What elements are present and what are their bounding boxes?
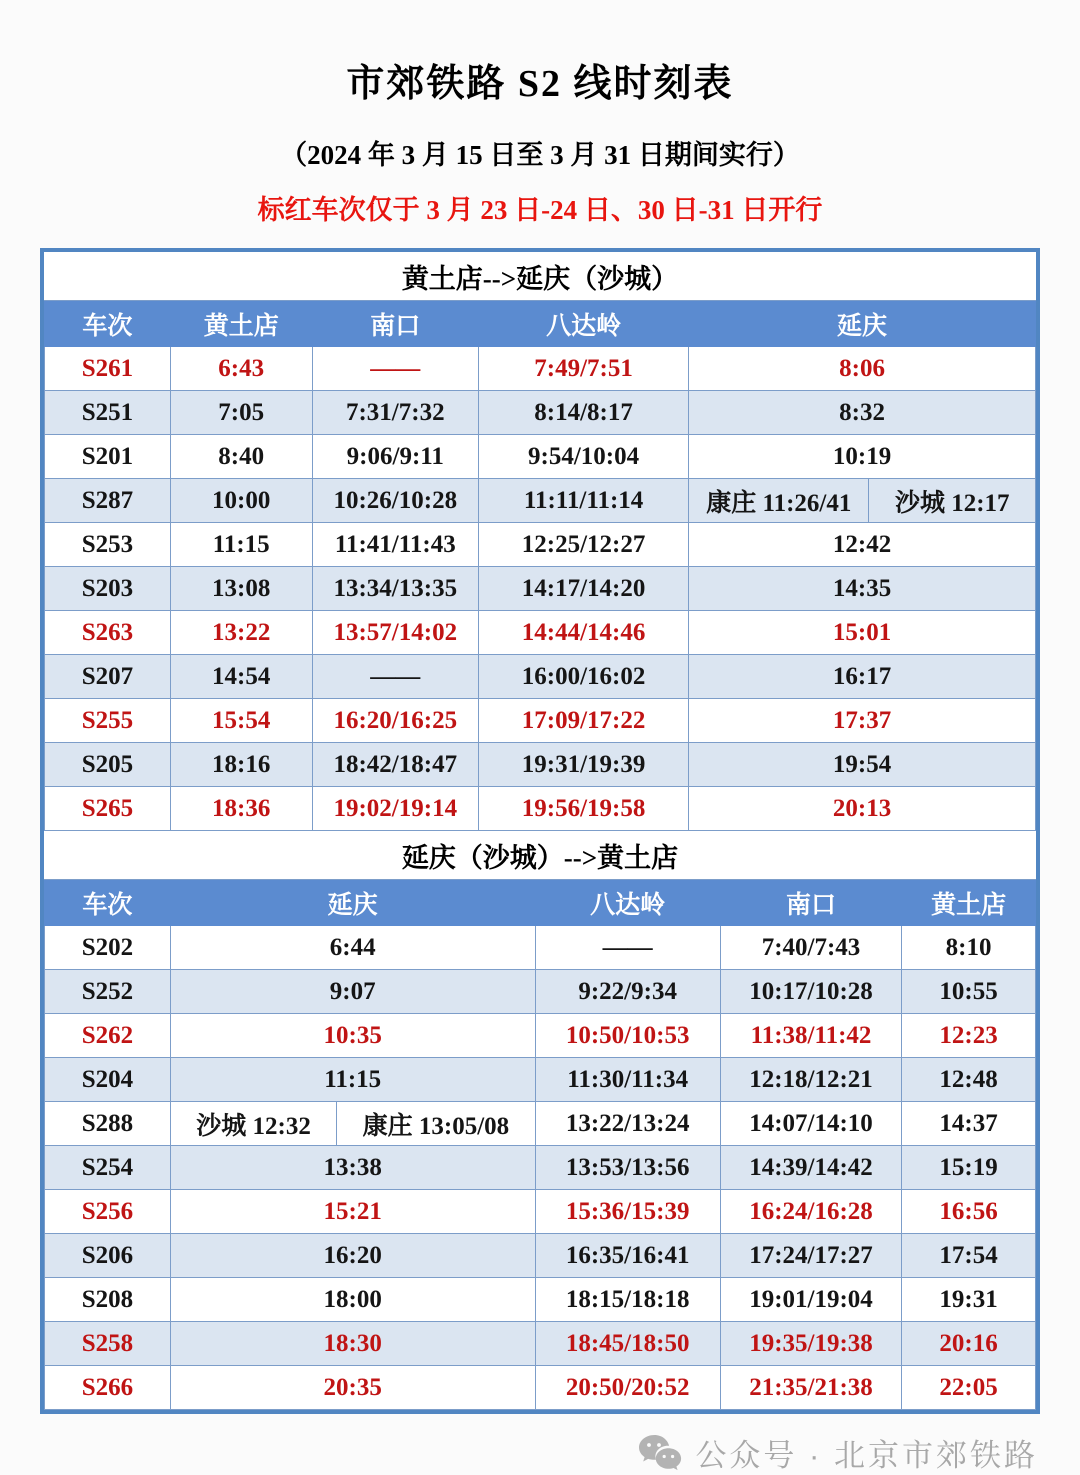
- timetable-row: [45, 743, 1036, 787]
- time-cell: 康庄 11:26/41: [689, 479, 869, 523]
- time-cell: 15:01: [689, 611, 1036, 655]
- time-cell: ——: [312, 655, 478, 699]
- time-cell: 15:19: [902, 1146, 1036, 1190]
- timetable-row: [45, 391, 1036, 435]
- column-header: 车次: [45, 301, 171, 347]
- time-cell: 7:49/7:51: [479, 347, 689, 391]
- train-number: S287: [45, 479, 171, 523]
- time-cell: 11:41/11:43: [312, 523, 478, 567]
- time-cell: 16:00/16:02: [479, 655, 689, 699]
- train-number: S255: [45, 699, 171, 743]
- time-cell: 21:35/21:38: [720, 1366, 901, 1410]
- time-cell: 7:31/7:32: [312, 391, 478, 435]
- footer-text: 公众号 · 北京市郊铁路: [695, 1438, 1038, 1473]
- time-cell: 13:53/13:56: [535, 1146, 720, 1190]
- time-cell: 16:35/16:41: [535, 1234, 720, 1278]
- time-cell: 13:08: [170, 567, 312, 611]
- time-cell: 8:14/8:17: [479, 391, 689, 435]
- time-cell: 17:37: [689, 699, 1036, 743]
- time-cell: 7:05: [170, 391, 312, 435]
- timetable-row: [45, 970, 1036, 1014]
- time-cell: 8:40: [170, 435, 312, 479]
- timetable-row: [45, 1278, 1036, 1322]
- time-cell: 18:36: [170, 787, 312, 831]
- train-number: S202: [45, 926, 171, 970]
- time-cell: 18:42/18:47: [312, 743, 478, 787]
- time-cell: 沙城 12:32: [170, 1102, 336, 1146]
- time-cell: 20:50/20:52: [535, 1366, 720, 1410]
- train-number: S262: [45, 1014, 171, 1058]
- time-cell: 14:44/14:46: [479, 611, 689, 655]
- time-cell: 10:35: [170, 1014, 535, 1058]
- time-cell: 13:22: [170, 611, 312, 655]
- column-header: 延庆: [170, 880, 535, 926]
- time-cell: 10:00: [170, 479, 312, 523]
- validity-subtitle: （2024 年 3 月 15 日至 3 月 31 日期间实行）: [280, 140, 800, 170]
- time-cell: 18:16: [170, 743, 312, 787]
- time-cell: 15:54: [170, 699, 312, 743]
- time-cell: 康庄 13:05/08: [337, 1102, 535, 1146]
- time-cell: 16:24/16:28: [720, 1190, 901, 1234]
- time-cell: 19:01/19:04: [720, 1278, 901, 1322]
- time-cell: 18:15/18:18: [535, 1278, 720, 1322]
- time-cell: 14:35: [689, 567, 1036, 611]
- time-cell: 18:30: [170, 1322, 535, 1366]
- time-cell: 13:34/13:35: [312, 567, 478, 611]
- timetable-row: [45, 787, 1036, 831]
- time-cell: 16:20: [170, 1234, 535, 1278]
- section-title: 黄土店-->延庆（沙城）: [45, 253, 1036, 301]
- section-title: 延庆（沙城）-->黄土店: [45, 832, 1036, 880]
- timetable-row: [45, 1102, 1036, 1146]
- time-cell: 16:17: [689, 655, 1036, 699]
- timetable-row: [45, 435, 1036, 479]
- red-trains-note: 标红车次仅于 3 月 23 日-24 日、30 日-31 日开行: [257, 195, 823, 225]
- train-number: S254: [45, 1146, 171, 1190]
- time-cell: 16:56: [902, 1190, 1036, 1234]
- time-cell: 9:54/10:04: [479, 435, 689, 479]
- timetable-row: [45, 1014, 1036, 1058]
- train-number: S261: [45, 347, 171, 391]
- time-cell: 20:13: [689, 787, 1036, 831]
- time-cell: ——: [312, 347, 478, 391]
- time-cell: 15:21: [170, 1190, 535, 1234]
- timetable-row: [45, 1322, 1036, 1366]
- time-cell: 9:07: [170, 970, 535, 1014]
- timetable-row: [45, 1058, 1036, 1102]
- time-cell: 19:31/19:39: [479, 743, 689, 787]
- footer: [0, 1430, 1038, 1475]
- column-header: 延庆: [689, 301, 1036, 347]
- time-cell: 14:17/14:20: [479, 567, 689, 611]
- time-cell: 13:38: [170, 1146, 535, 1190]
- timetable-row: [45, 1234, 1036, 1278]
- train-number: S288: [45, 1102, 171, 1146]
- time-cell: 19:56/19:58: [479, 787, 689, 831]
- train-number: S205: [45, 743, 171, 787]
- column-header: 八达岭: [479, 301, 689, 347]
- time-cell: 19:54: [689, 743, 1036, 787]
- time-cell: 12:25/12:27: [479, 523, 689, 567]
- time-cell: ——: [535, 926, 720, 970]
- time-cell: 14:39/14:42: [720, 1146, 901, 1190]
- wechat-icon: [637, 1434, 683, 1472]
- column-header: 车次: [45, 880, 171, 926]
- time-cell: 20:16: [902, 1322, 1036, 1366]
- train-number: S207: [45, 655, 171, 699]
- time-cell: 15:36/15:39: [535, 1190, 720, 1234]
- time-cell: 13:22/13:24: [535, 1102, 720, 1146]
- timetable-row: [45, 479, 1036, 523]
- time-cell: 17:24/17:27: [720, 1234, 901, 1278]
- time-cell: 14:54: [170, 655, 312, 699]
- time-cell: 10:17/10:28: [720, 970, 901, 1014]
- time-cell: 19:35/19:38: [720, 1322, 901, 1366]
- train-number: S253: [45, 523, 171, 567]
- column-header: 南口: [720, 880, 901, 926]
- timetable-row: [45, 926, 1036, 970]
- train-number: S206: [45, 1234, 171, 1278]
- time-cell: 10:50/10:53: [535, 1014, 720, 1058]
- timetable-row: [45, 655, 1036, 699]
- time-cell: 12:18/12:21: [720, 1058, 901, 1102]
- time-cell: 20:35: [170, 1366, 535, 1410]
- time-cell: 12:42: [689, 523, 1036, 567]
- train-number: S252: [45, 970, 171, 1014]
- timetable-row: [45, 347, 1036, 391]
- timetable-row: [45, 699, 1036, 743]
- time-cell: 11:38/11:42: [720, 1014, 901, 1058]
- train-number: S263: [45, 611, 171, 655]
- time-cell: 10:19: [689, 435, 1036, 479]
- time-cell: 6:44: [170, 926, 535, 970]
- timetable-row: [45, 567, 1036, 611]
- time-cell: 14:37: [902, 1102, 1036, 1146]
- time-cell: 18:45/18:50: [535, 1322, 720, 1366]
- time-cell: 7:40/7:43: [720, 926, 901, 970]
- train-number: S258: [45, 1322, 171, 1366]
- column-header: 黄土店: [902, 880, 1036, 926]
- time-cell: 沙城 12:17: [869, 479, 1036, 523]
- time-cell: 11:15: [170, 523, 312, 567]
- time-cell: 16:20/16:25: [312, 699, 478, 743]
- train-number: S203: [45, 567, 171, 611]
- time-cell: 12:48: [902, 1058, 1036, 1102]
- train-number: S265: [45, 787, 171, 831]
- column-header: 黄土店: [170, 301, 312, 347]
- time-cell: 19:02/19:14: [312, 787, 478, 831]
- train-number: S266: [45, 1366, 171, 1410]
- time-cell: 10:26/10:28: [312, 479, 478, 523]
- time-cell: 14:07/14:10: [720, 1102, 901, 1146]
- train-number: S251: [45, 391, 171, 435]
- page-title: 市郊铁路 S2 线时刻表: [346, 63, 734, 105]
- time-cell: 11:15: [170, 1058, 535, 1102]
- time-cell: 8:32: [689, 391, 1036, 435]
- time-cell: 18:00: [170, 1278, 535, 1322]
- timetable-row: [45, 1366, 1036, 1410]
- timetable-block: [40, 248, 1040, 1414]
- train-number: S208: [45, 1278, 171, 1322]
- time-cell: 12:23: [902, 1014, 1036, 1058]
- timetable-row: [45, 1190, 1036, 1234]
- train-number: S256: [45, 1190, 171, 1234]
- time-cell: 22:05: [902, 1366, 1036, 1410]
- column-header: 南口: [312, 301, 478, 347]
- time-cell: 11:30/11:34: [535, 1058, 720, 1102]
- time-cell: 8:06: [689, 347, 1036, 391]
- time-cell: 8:10: [902, 926, 1036, 970]
- time-cell: 17:54: [902, 1234, 1036, 1278]
- timetable-row: [45, 523, 1036, 567]
- timetable-row: [45, 611, 1036, 655]
- timetable-return: [44, 831, 1036, 1410]
- time-cell: 13:57/14:02: [312, 611, 478, 655]
- timetable-row: [45, 1146, 1036, 1190]
- train-number: S201: [45, 435, 171, 479]
- time-cell: 19:31: [902, 1278, 1036, 1322]
- time-cell: 17:09/17:22: [479, 699, 689, 743]
- time-cell: 6:43: [170, 347, 312, 391]
- time-cell: 9:06/9:11: [312, 435, 478, 479]
- time-cell: 9:22/9:34: [535, 970, 720, 1014]
- timetable-outbound: [44, 252, 1036, 831]
- time-cell: 10:55: [902, 970, 1036, 1014]
- column-header: 八达岭: [535, 880, 720, 926]
- train-number: S204: [45, 1058, 171, 1102]
- time-cell: 11:11/11:14: [479, 479, 689, 523]
